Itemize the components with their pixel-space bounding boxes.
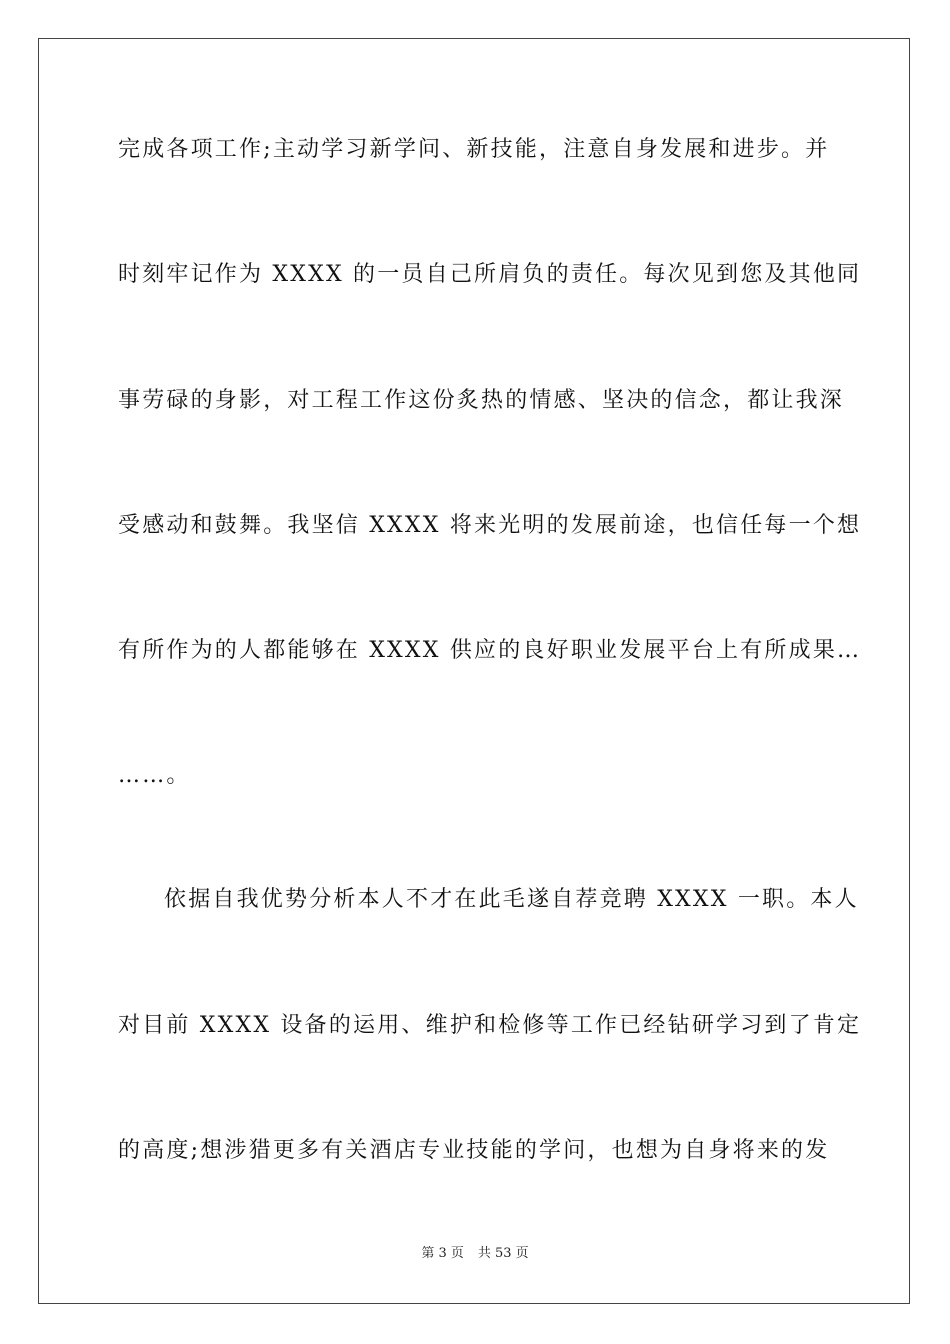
body-text-line: 的高度;想涉猎更多有关酒店专业技能的学问，也想为自身将来的发 [118, 1138, 830, 1163]
body-text-line-indented: 依据自我优势分析本人不才在此毛遂自荐竞聘 XXXX 一职。本人 [164, 887, 859, 912]
body-text-line: 有所作为的人都能够在 XXXX 供应的良好职业发展平台上有所成果… [118, 638, 862, 663]
page-footer [0, 1245, 950, 1263]
body-text-line: ……。 [118, 763, 191, 788]
body-text-line: 时刻牢记作为 XXXX 的一员自己所肩负的责任。每次见到您及其他同 [118, 262, 862, 287]
body-text-line: 对目前 XXXX 设备的运用、维护和检修等工作已经钻研学习到了肯定 [118, 1013, 862, 1038]
body-text-line: 完成各项工作;主动学习新学问、新技能，注意自身发展和进步。并 [118, 137, 830, 162]
page-border [38, 38, 910, 1304]
page-total: 共 53 页 [477, 1246, 529, 1261]
body-text-line: 事劳碌的身影，对工程工作这份炙热的情感、坚决的信念，都让我深 [118, 388, 845, 413]
page-number: 第 3 页 [421, 1246, 464, 1261]
body-text-line: 受感动和鼓舞。我坚信 XXXX 将来光明的发展前途，也信任每一个想 [118, 513, 862, 538]
